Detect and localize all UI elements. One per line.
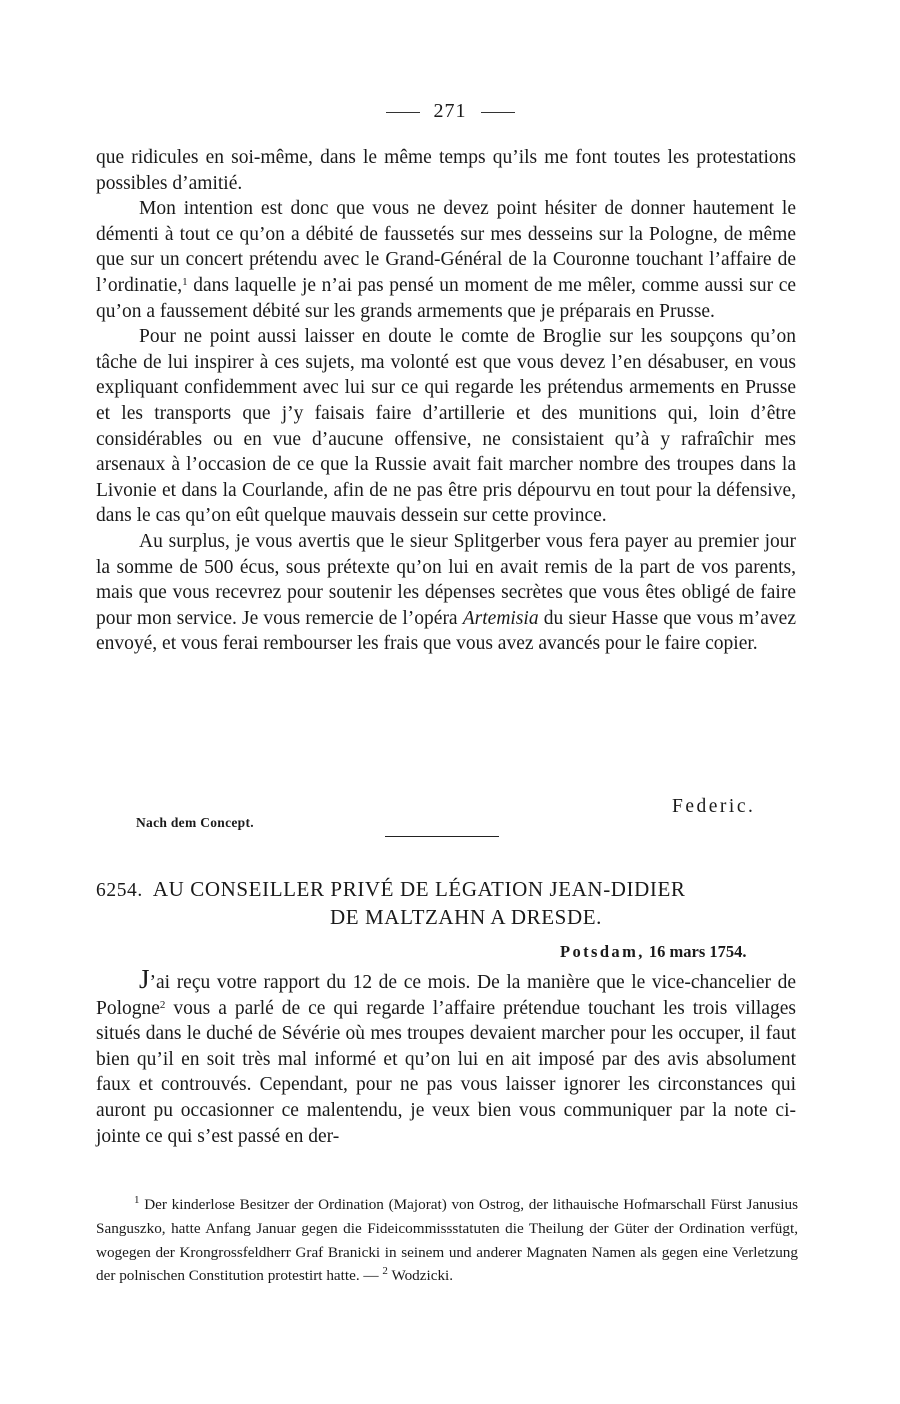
dateline-place: Potsdam, — [560, 942, 645, 961]
letter-body-part2: vous a parlé de ce qui regarde l’affaire prétendue touchant les trois villages situés dans le duché de Sévérie où mes troupes devaient marcher pour les occuper, il faut bien qu’il en soit très mal informé et qu’on lui en ait imposé par des avis absolument faux et controuvés. Cependant, pour ne pas vous laisser ignorer les circonstances qui auront pu occasionner ce malentendu, je veux bien vous communiquer par la note ci-jointe ce qui s’est passé en der- — [96, 997, 796, 1147]
source-note: Nach dem Concept. — [136, 815, 254, 830]
letter-heading — [96, 876, 796, 930]
letter-number: 6254. — [96, 880, 143, 901]
signature: Federic. — [672, 796, 756, 817]
paragraph-intention — [96, 196, 796, 324]
section-divider — [385, 836, 499, 837]
dateline — [560, 942, 747, 962]
paragraph-intention-part1: Mon intention est donc que vous ne devez point hésiter de donner hautement le démenti à tout ce qu’on a débité de faussetés sur mes desseins sur la Pologne, de même que sur un concert prétendu avec le Grand-Général de la Couronne touchant l’affaire de l’ordinatie, — [96, 198, 796, 296]
paragraph-intention-part2: dans laquelle je n’ai pas pensé un moment de me mêler, comme aussi sur ce qu’on a faussement débité sur les grands armements que je préparais en Prusse. — [96, 274, 797, 322]
footnotes — [96, 1193, 798, 1288]
footnote-marker-2: 2 — [382, 1265, 388, 1278]
heading-line-1: AU CONSEILLER PRIVÉ DE LÉGATION JEAN-DIDIER — [152, 877, 686, 901]
letter-paragraph — [96, 964, 796, 1149]
drop-cap: J — [139, 964, 150, 994]
previous-letter-body — [96, 145, 796, 657]
page-number: 271 — [433, 100, 467, 122]
paragraph-continuation: que ridicules en soi-même, dans le même temps qu’ils me font toutes les protestations possibles d’amitié. — [96, 147, 796, 194]
page-number-header — [0, 100, 900, 123]
dateline-date: 16 mars 1754. — [648, 942, 747, 961]
footnote-1 — [96, 1193, 798, 1288]
heading-line-2: DE MALTZAHN A DRESDE. — [329, 905, 602, 929]
footnote-2-text: Wodzicki. — [391, 1267, 454, 1285]
paragraph-surplus-part2: du sieur Hasse que vous m’avez envoyé, et vous ferai rembourser les frais que vous avez avancés pour le faire copier. — [96, 607, 796, 655]
letter-body-part1: ’ai reçu votre rapport du 12 de ce mois. De la manière que le vice-chancelier de Pologne — [96, 972, 796, 1019]
footnote-ref-2: 2 — [159, 998, 166, 1011]
letter-body — [96, 964, 796, 1149]
header-dash-right — [481, 112, 515, 113]
footnote-ref-1: 1 — [182, 275, 188, 288]
paragraph-surplus — [96, 529, 796, 657]
footnote-marker-1: 1 — [134, 1194, 140, 1206]
paragraph-broglie: Pour ne point aussi laisser en doute le comte de Broglie sur les soupçons qu’on tâche de lui inspirer à ces sujets, ma volonté est que vous devez l’en désabuser, en vous expliquant confidemment avec lui sur ce qui regarde les prétendus armements en Prusse et les transports que j’y faisais faire d’artillerie et des munitions qui, loin d’être considérables ou en vue d’aucune offensive, ne consistaient qu’à y rafraîchir mes arsenaux à l’occasion de ce que la Russie avait fait marcher nombre des troupes dans la Livonie et dans la Courlande, afin de ne pas être pris dépourvu en tout pour la défensive, dans le cas qu’on eût quelque mauvais dessein sur cette province. — [96, 326, 796, 527]
footnote-1-text: Der kinderlose Besitzer der Ordination (Majorat) von Ostrog, der lithauische Hofmarschall Fürst Janusius Sanguszko, hatte Anfang Januar gegen die Fideicommissstatuten die Theilung der Güter der Ordination verfügt, wogegen der Krongrossfeldherr Graf Branicki in seinem und anderer Magnaten Namen als gegen eine Verletzung der polnischen Constitution protestirt hatte. — — [96, 1196, 799, 1285]
opera-title: Artemisia — [462, 607, 539, 629]
header-dash-left — [386, 112, 420, 113]
paragraph-surplus-part1: Au surplus, je vous avertis que le sieur Splitgerber vous fera payer au premier jour la somme de 500 écus, sous prétexte qu’on lui en avait remis de la part de vos parents, mais que vous recevrez pour soutenir les dépenses secrètes que vous êtes obligé de faire pour mon service. Je vous remercie de l’opéra — [96, 530, 796, 629]
